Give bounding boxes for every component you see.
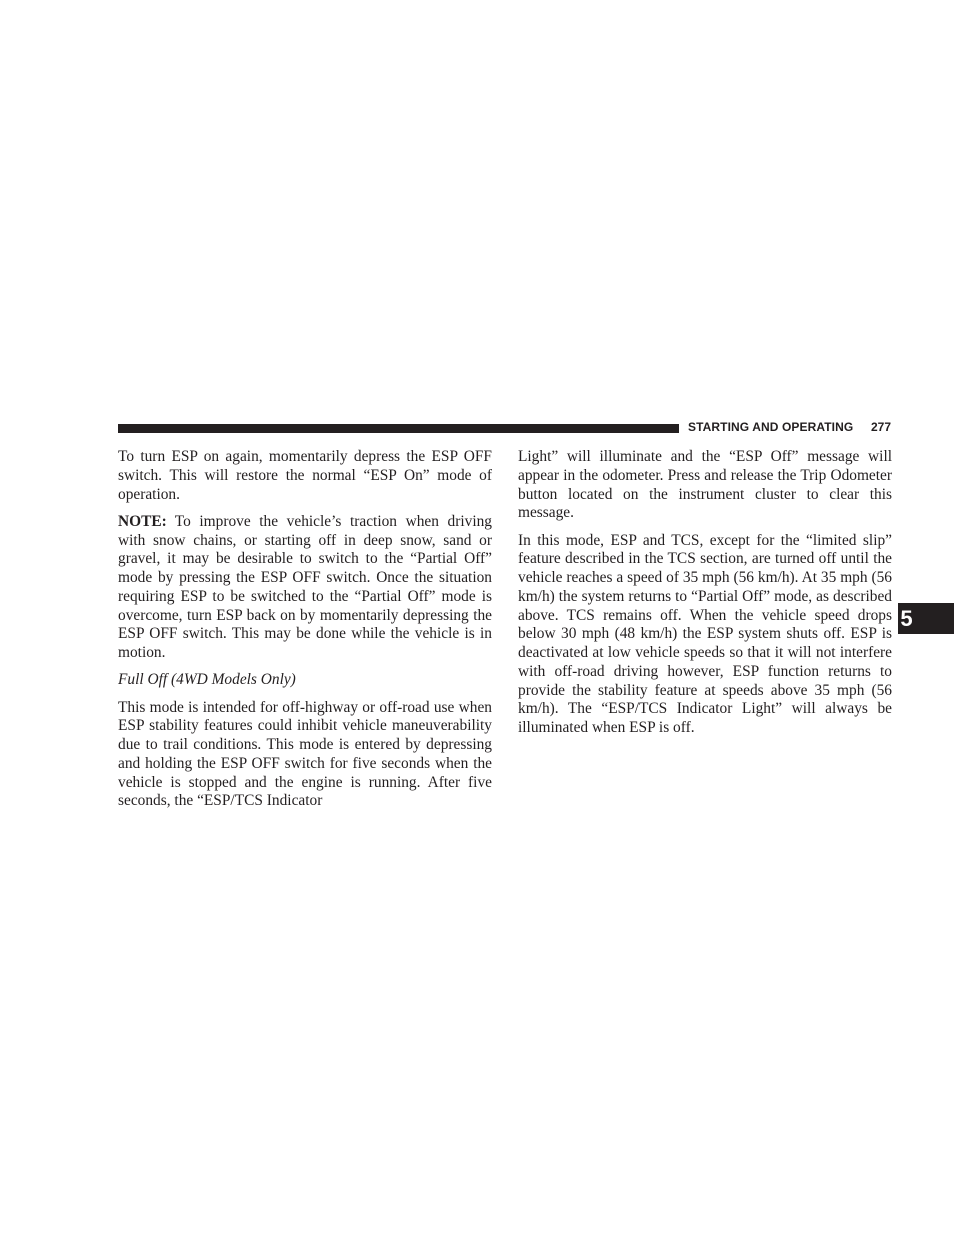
header-rule	[118, 424, 679, 433]
chapter-number: 5	[900, 606, 913, 631]
subheading-full-off: Full Off (4WD Models Only)	[118, 671, 296, 689]
paragraph-turn-esp-on: To turn ESP on again, momentarily depress the ESP OFF switch. This will restore the normal “ESP On” mode of operation.	[118, 448, 492, 503]
note-label: NOTE:	[118, 512, 167, 530]
note-paragraph	[118, 513, 492, 663]
chapter-tab	[898, 603, 954, 634]
paragraph-full-off: This mode is intended for off-highway or off-road use when ESP stability features could inhibit vehicle maneuverability due to trail conditions. This mode is entered by depressing and holding the ESP OFF switch for five seconds when the vehicle is stopped and the engine is running. After five seconds, the “ESP/TCS Indicator	[118, 698, 492, 810]
paragraph-mode-description: In this mode, ESP and TCS, except for the “limited slip” feature described in the TCS section, are turned off until the vehicle reaches a speed of 35 mph (56 km/h). At 35 mph (56 km/h) the system returns to “Partial Off” mode, as described above. TCS remains off. When the vehicle speed drops below 30 mph (48 km/h) the ESP system shuts off. ESP is deactivated at low vehicle speeds so that it will not interfere with off-road driving however, ESP function returns to provide the stability feature at speeds above 35 mph (56 km/h). The “ESP/TCS Indicator Light” will always be illuminated when ESP is off.	[518, 531, 892, 736]
paragraph-indicator-light: Light” will illuminate and the “ESP Off” message will appear in the odometer. Press and release the Trip Odometer button located on the instrument cluster to clear this message.	[518, 448, 892, 522]
page-number: 277	[870, 420, 891, 434]
right-column	[518, 448, 892, 746]
left-column	[118, 448, 492, 811]
note-text: To improve the vehicle’s traction when driving with snow chains, or starting off in deep snow, sand or gravel, it may be desirable to switch to the “Partial Off” mode by pressing the ESP OFF switch. Once the situation requiring ESP to be switched to the “Partial Off” mode is overcome, turn ESP back on by momentarily depressing the ESP OFF switch. This may be done while the vehicle is in motion.	[118, 512, 492, 661]
section-title: STARTING AND OPERATING	[688, 420, 854, 434]
